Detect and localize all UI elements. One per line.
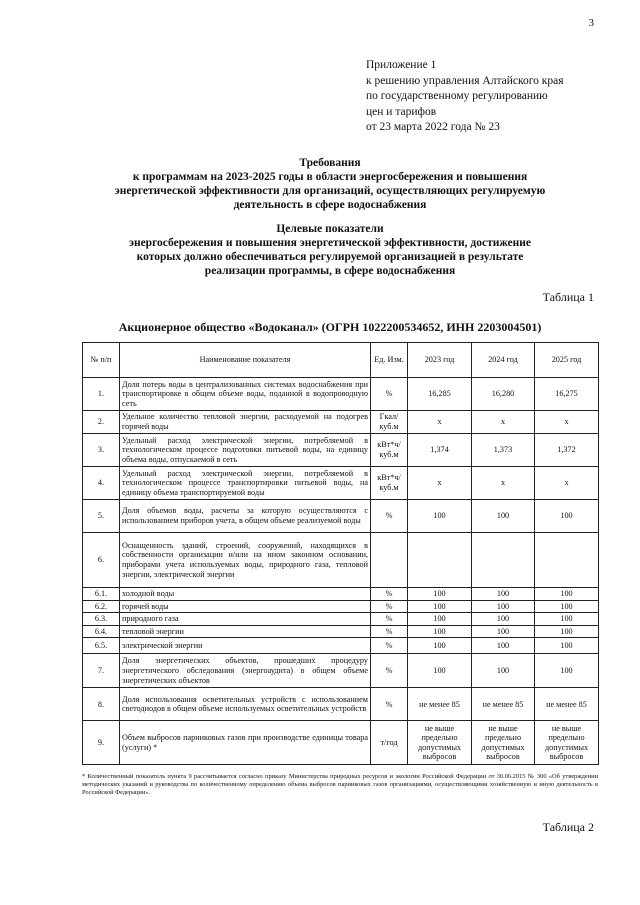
indicator-name: Доля потерь воды в централизованных системах водоснабжения при транспортировке в общем объеме воды, поданной в водопроводную сеть	[120, 378, 371, 411]
value-2023: x	[408, 467, 472, 500]
indicator-name: Доля использования осветительных устройств с использованием светодиодов в общем объеме используемых осветительных устройств	[120, 688, 371, 721]
value-2024: не выше предельно допустимых выбросов	[472, 721, 535, 765]
row-number: 1.	[83, 378, 120, 411]
header-num: № п/п	[83, 343, 120, 378]
appendix-line: к решению управления Алтайского края	[366, 74, 564, 87]
indicator-name: Доля объемов воды, расчеты за которую осуществляются с использованием приборов учета, в общем объеме реализуемой воды	[120, 500, 371, 533]
organization-title: Акционерное общество «Водоканал» (ОГРН 1022200534652, ИНН 2203004501)	[118, 320, 542, 334]
value-2024: 1,373	[472, 434, 535, 467]
table-row	[83, 600, 599, 613]
value-2023	[408, 533, 472, 588]
value-2024: x	[472, 411, 535, 434]
value-2023: 16,285	[408, 378, 472, 411]
indicator-unit: %	[371, 500, 408, 533]
value-2024: 16,280	[472, 378, 535, 411]
table-row	[83, 654, 599, 688]
row-number: 5.	[83, 500, 120, 533]
value-2024: 100	[472, 600, 535, 613]
indicator-unit: %	[371, 638, 408, 654]
indicator-unit: %	[371, 588, 408, 601]
requirements-heading	[60, 156, 600, 212]
row-number: 9.	[83, 721, 120, 765]
value-2025: не выше предельно допустимых выбросов	[535, 721, 599, 765]
value-2023: 1,374	[408, 434, 472, 467]
table-header-row	[83, 343, 599, 378]
value-2025: x	[535, 411, 599, 434]
header-unit: Ед. Изм.	[371, 343, 408, 378]
indicator-unit: %	[371, 613, 408, 626]
value-2023: не выше предельно допустимых выбросов	[408, 721, 472, 765]
table-row	[83, 588, 599, 601]
indicator-name: Удельный расход электрической энергии, потребляемой в технологическом процессе транспортировки питьевой воды, на единицу объема транспортируемой воды	[120, 467, 371, 500]
value-2023: 100	[408, 588, 472, 601]
value-2024	[472, 533, 535, 588]
appendix-line: по государственному регулированию	[366, 90, 548, 102]
value-2024: 100	[472, 654, 535, 688]
indicator-name: природного газа	[120, 613, 371, 626]
indicator-unit: %	[371, 378, 408, 411]
value-2025: 100	[535, 654, 599, 688]
indicator-name: холодной воды	[120, 588, 371, 601]
indicator-unit: Гкал/ куб.м	[371, 411, 408, 434]
table-row	[83, 638, 599, 654]
value-2025	[535, 533, 599, 588]
header-2024: 2024 год	[472, 343, 535, 378]
value-2023: x	[408, 411, 472, 434]
heading-line: деятельность в сфере водоснабжения	[233, 199, 427, 211]
value-2023: не менее 85	[408, 688, 472, 721]
indicator-unit: %	[371, 600, 408, 613]
value-2025: 1,372	[535, 434, 599, 467]
table-row	[83, 721, 599, 765]
indicator-name: Доля энергетических объектов, прошедших процедуру энергетического обследования (энергоаудита) в общем объеме энергетических объектов	[120, 654, 371, 688]
value-2023: 100	[408, 625, 472, 638]
table-row	[83, 378, 599, 411]
value-2023: 100	[408, 654, 472, 688]
value-2025: x	[535, 467, 599, 500]
heading-line: энергетической эффективности для организаций, осуществляющих регулируемую	[114, 185, 546, 197]
indicator-name: Оснащенность зданий, строений, сооружений, находящихся в собственности организации и/или на ином законном основании, приборами учета используемых воды, природного газа, тепловой энергии, электрической энергии	[120, 533, 371, 588]
row-number: 3.	[83, 434, 120, 467]
value-2024: 100	[472, 588, 535, 601]
value-2025: 100	[535, 613, 599, 626]
heading-line: которых должно обеспечиваться регулируемой организацией в результате	[136, 251, 524, 263]
table-row	[83, 533, 599, 588]
table2-label: Таблица 2	[542, 820, 594, 834]
row-number: 6.	[83, 533, 120, 588]
indicator-name: Удельное количество тепловой энергии, расходуемой на подогрев горячей воды	[120, 411, 371, 434]
appendix-line: цен и тарифов	[366, 105, 437, 118]
indicators-table	[82, 342, 599, 765]
table-row	[83, 613, 599, 626]
value-2023: 100	[408, 613, 472, 626]
heading-line: Целевые показатели	[276, 223, 384, 235]
row-number: 7.	[83, 654, 120, 688]
value-2025: 16,275	[535, 378, 599, 411]
row-number: 2.	[83, 411, 120, 434]
heading-line: Требования	[299, 157, 361, 169]
table-row	[83, 688, 599, 721]
value-2025: 100	[535, 625, 599, 638]
footnote: * Количественный показатель пункта 9 рассчитывается согласно приказу Министерства природных ресурсов и экологии Российской Федерации от 30.06.2015 № 300 «Об утверждении методических указаний и руководства по количественному определению объема выбросов парниковых газов организациями, осуществляющими хозяйственную и иную деятельность в Российской Федерации».	[82, 773, 598, 797]
appendix-block	[366, 58, 616, 136]
indicator-name: Удельный расход электрической энергии, потребляемой в технологическом процессе подготовки питьевой воды, на единицу объема воды, отпускаемой в сеть	[120, 434, 371, 467]
page-number: 3	[588, 17, 594, 29]
table-row	[83, 625, 599, 638]
value-2024: 100	[472, 500, 535, 533]
value-2025: не менее 85	[535, 688, 599, 721]
row-number: 6.4.	[83, 625, 120, 638]
value-2023: 100	[408, 600, 472, 613]
appendix-line: от 23 марта 2022 года № 23	[366, 121, 500, 133]
targets-heading	[60, 222, 600, 278]
value-2025: 100	[535, 588, 599, 601]
table-row	[83, 434, 599, 467]
table-row	[83, 500, 599, 533]
value-2025: 100	[535, 500, 599, 533]
indicator-name: Объем выбросов парниковых газов при производстве единицы товара (услуги) *	[120, 721, 371, 765]
table1-label: Таблица 1	[542, 290, 594, 304]
row-number: 6.1.	[83, 588, 120, 601]
value-2024: x	[472, 467, 535, 500]
header-2023: 2023 год	[408, 343, 472, 378]
indicator-unit: кВт*ч/ куб.м	[371, 434, 408, 467]
indicator-unit: т/год	[371, 721, 408, 765]
value-2025: 100	[535, 600, 599, 613]
value-2024: 100	[472, 638, 535, 654]
value-2024: 100	[472, 613, 535, 626]
indicator-unit: %	[371, 654, 408, 688]
heading-line: к программам на 2023-2025 годы в области энергосбережения и повышения	[132, 171, 528, 183]
row-number: 4.	[83, 467, 120, 500]
heading-line: энергосбережения и повышения энергетической эффективности, достижение	[128, 237, 532, 249]
row-number: 6.3.	[83, 613, 120, 626]
row-number: 8.	[83, 688, 120, 721]
value-2023: 100	[408, 638, 472, 654]
value-2025: 100	[535, 638, 599, 654]
header-2025: 2025 год	[535, 343, 599, 378]
row-number: 6.2.	[83, 600, 120, 613]
value-2023: 100	[408, 500, 472, 533]
table-row	[83, 467, 599, 500]
indicator-unit: %	[371, 688, 408, 721]
table-row	[83, 411, 599, 434]
row-number: 6.5.	[83, 638, 120, 654]
indicator-unit	[371, 533, 408, 588]
value-2024: 100	[472, 625, 535, 638]
indicator-name: тепловой энергии	[120, 625, 371, 638]
indicator-name: горячей воды	[120, 600, 371, 613]
appendix-line: Приложение 1	[366, 59, 437, 71]
heading-line: реализации программы, в сфере водоснабжения	[204, 265, 456, 277]
indicator-name: электрической энергии	[120, 638, 371, 654]
indicator-unit: %	[371, 625, 408, 638]
indicator-unit: кВт*ч/ куб.м	[371, 467, 408, 500]
header-name: Наименование показателя	[120, 343, 371, 378]
value-2024: не менее 85	[472, 688, 535, 721]
